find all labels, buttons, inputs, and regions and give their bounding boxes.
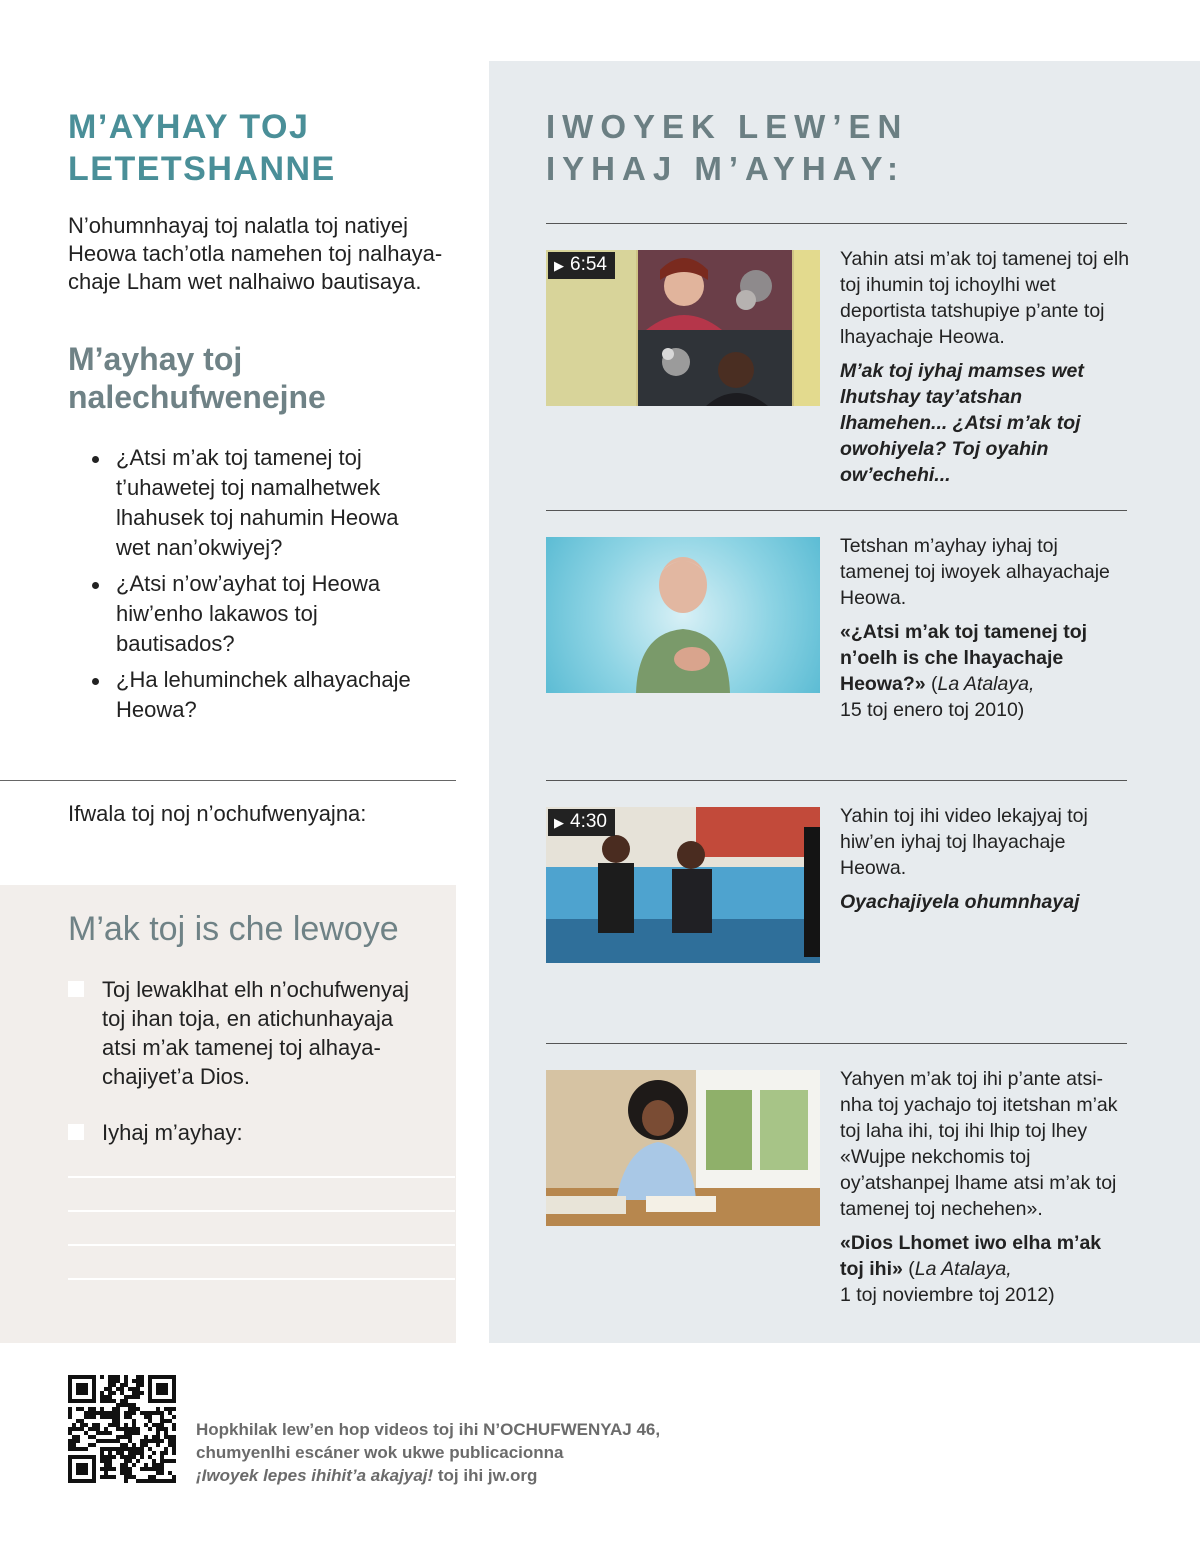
item-description [840,803,1130,923]
divider [546,780,1127,781]
divider [546,1043,1127,1044]
explore-title-line1: IWOYEK LEW’EN [546,108,909,145]
video-duration-badge [548,252,615,279]
checkbox[interactable] [68,1124,84,1140]
review-questions [92,443,432,731]
item-text: Tetshan m’ayhay iyhaj toj tamenej toj iwoyek alhayachaje Heowa. [840,535,1110,609]
article-reference: «Dios Lhomet iwo elha m’ak toj ihi» (La Atalaya, 1 toj noviembre toj 2012) [840,1232,1102,1306]
item-text: Yahyen m’ak toj ihi p’ante atsi-nha toj yachajo toj itetshan m’ak toj laha ihi, toj ihi lhip toj lhey «Wujpe nekchomis toj oy’atshanpej lhame atsi m’ak toj tamenej toj nechehen». [840,1068,1118,1220]
lesson-title-line2: LETETSHANNE [68,150,336,188]
qr-code-icon[interactable] [68,1375,176,1483]
review-title [68,340,458,416]
footer-line3 [196,1464,756,1487]
video-duration: 6:54 [570,254,607,275]
writing-line[interactable] [68,1176,455,1178]
footer-line2: chumyenlhi escáner wok ukwe publicacionna [196,1443,564,1462]
todo-item-text: Toj lewaklhat elh n’ochufwenyaj toj ihan toja, en atichunhayaja atsi m’ak tamenej toj alhaya-chajiyet’a Dios. [102,977,409,1089]
explore-title-line2: IYHAJ M’AYHAY: [546,150,906,187]
video-title-link[interactable]: M’ak toj iyhaj mamses wet lhutshay tay’atshan lhamehen... ¿Atsi m’ak toj owohiyela? Toj oyahin ow’echehi... [840,360,1084,486]
video-duration: 4:30 [570,811,607,832]
writing-line[interactable] [68,1210,455,1212]
article-source: La Atalaya, [937,673,1035,695]
goal-label: Ifwala toj noj n’ochufwenyajna: [68,801,367,826]
item-description [840,1066,1130,1316]
footer-line1: Hopkhilak lew’en hop videos toj ihi N’OCHUFWENYAJ 46, [196,1420,661,1439]
review-question: ¿Ha lehuminchek alhayachaje Heowa? [92,665,432,725]
todo-item-text: Iyhaj m’ayhay: [102,1120,243,1145]
play-icon: ▶ [554,815,564,830]
intro-text: N’ohumnhayaj toj nalatla toj natiyej Heowa tach’otla namehen toj nalhaya-chaje Lham wet nalhaiwo bautisaya. [68,213,443,294]
divider [546,223,1127,224]
article-date: 15 toj enero toj 2010) [840,699,1025,721]
todo-item[interactable] [68,1118,428,1147]
man-portrait-image [546,537,820,693]
footer-publication-title: ¡Iwoyek lepes ihihit’a akajyaj! [196,1466,434,1485]
todo-item[interactable] [68,975,428,1091]
divider [546,510,1127,511]
review-title-line2: nalechufwenejne [68,379,326,415]
article-source: La Atalaya, [914,1258,1012,1280]
checkbox[interactable] [68,981,84,997]
video-duration-badge [548,809,615,836]
review-title-line1: M’ayhay toj [68,341,243,377]
lesson-title [68,106,468,190]
item-description [840,246,1130,496]
article-thumbnail[interactable] [546,1070,820,1226]
video-thumbnail[interactable] [546,250,820,406]
woman-studying-image [546,1070,820,1226]
footer-site[interactable]: toj ihi jw.org [433,1466,538,1485]
item-description [840,533,1130,731]
article-thumbnail[interactable] [546,537,820,693]
footer-note [196,1418,756,1487]
video-thumbnail[interactable] [546,807,820,963]
divider [0,780,456,781]
todo-panel [0,885,456,1343]
article-title-link[interactable]: «¿Atsi m’ak toj tamenej toj n’oelh is che lhayachaje Heowa?» [840,621,1088,695]
review-question: ¿Atsi m’ak toj tamenej toj t’uhawetej toj namalhetwek lhahusek toj nahumin Heowa wet nan’okwiyej? [92,443,432,563]
article-date: 1 toj noviembre toj 2012) [840,1284,1055,1306]
explore-title [546,106,908,190]
article-reference: «¿Atsi m’ak toj tamenej toj n’oelh is che lhayachaje Heowa?» (La Atalaya, 15 toj enero toj 2010) [840,621,1088,721]
video-title-link[interactable]: Oyachajiyela ohumnhayaj [840,891,1080,913]
review-question: ¿Atsi n’ow’ayhat toj Heowa hiw’enho lakawos toj bautisados? [92,569,432,659]
lesson-title-line1: M’AYHAY TOJ [68,108,310,146]
item-text: Yahin toj ihi video lekajyaj toj hiw’en iyhaj toj lhayachaje Heowa. [840,805,1088,879]
todo-title: M’ak toj is che lewoye [68,910,399,948]
item-text: Yahin atsi m’ak toj tamenej toj elh toj ihumin toj ichoylhi wet deportista tatshupiye p’ante toj lhayachaje Heowa. [840,248,1130,348]
qr-code-graphic [68,1375,176,1483]
play-icon: ▶ [554,258,564,273]
article-title-link[interactable]: «Dios Lhomet iwo elha m’ak toj ihi» [840,1232,1102,1280]
writing-line[interactable] [68,1278,455,1280]
writing-line[interactable] [68,1244,455,1246]
